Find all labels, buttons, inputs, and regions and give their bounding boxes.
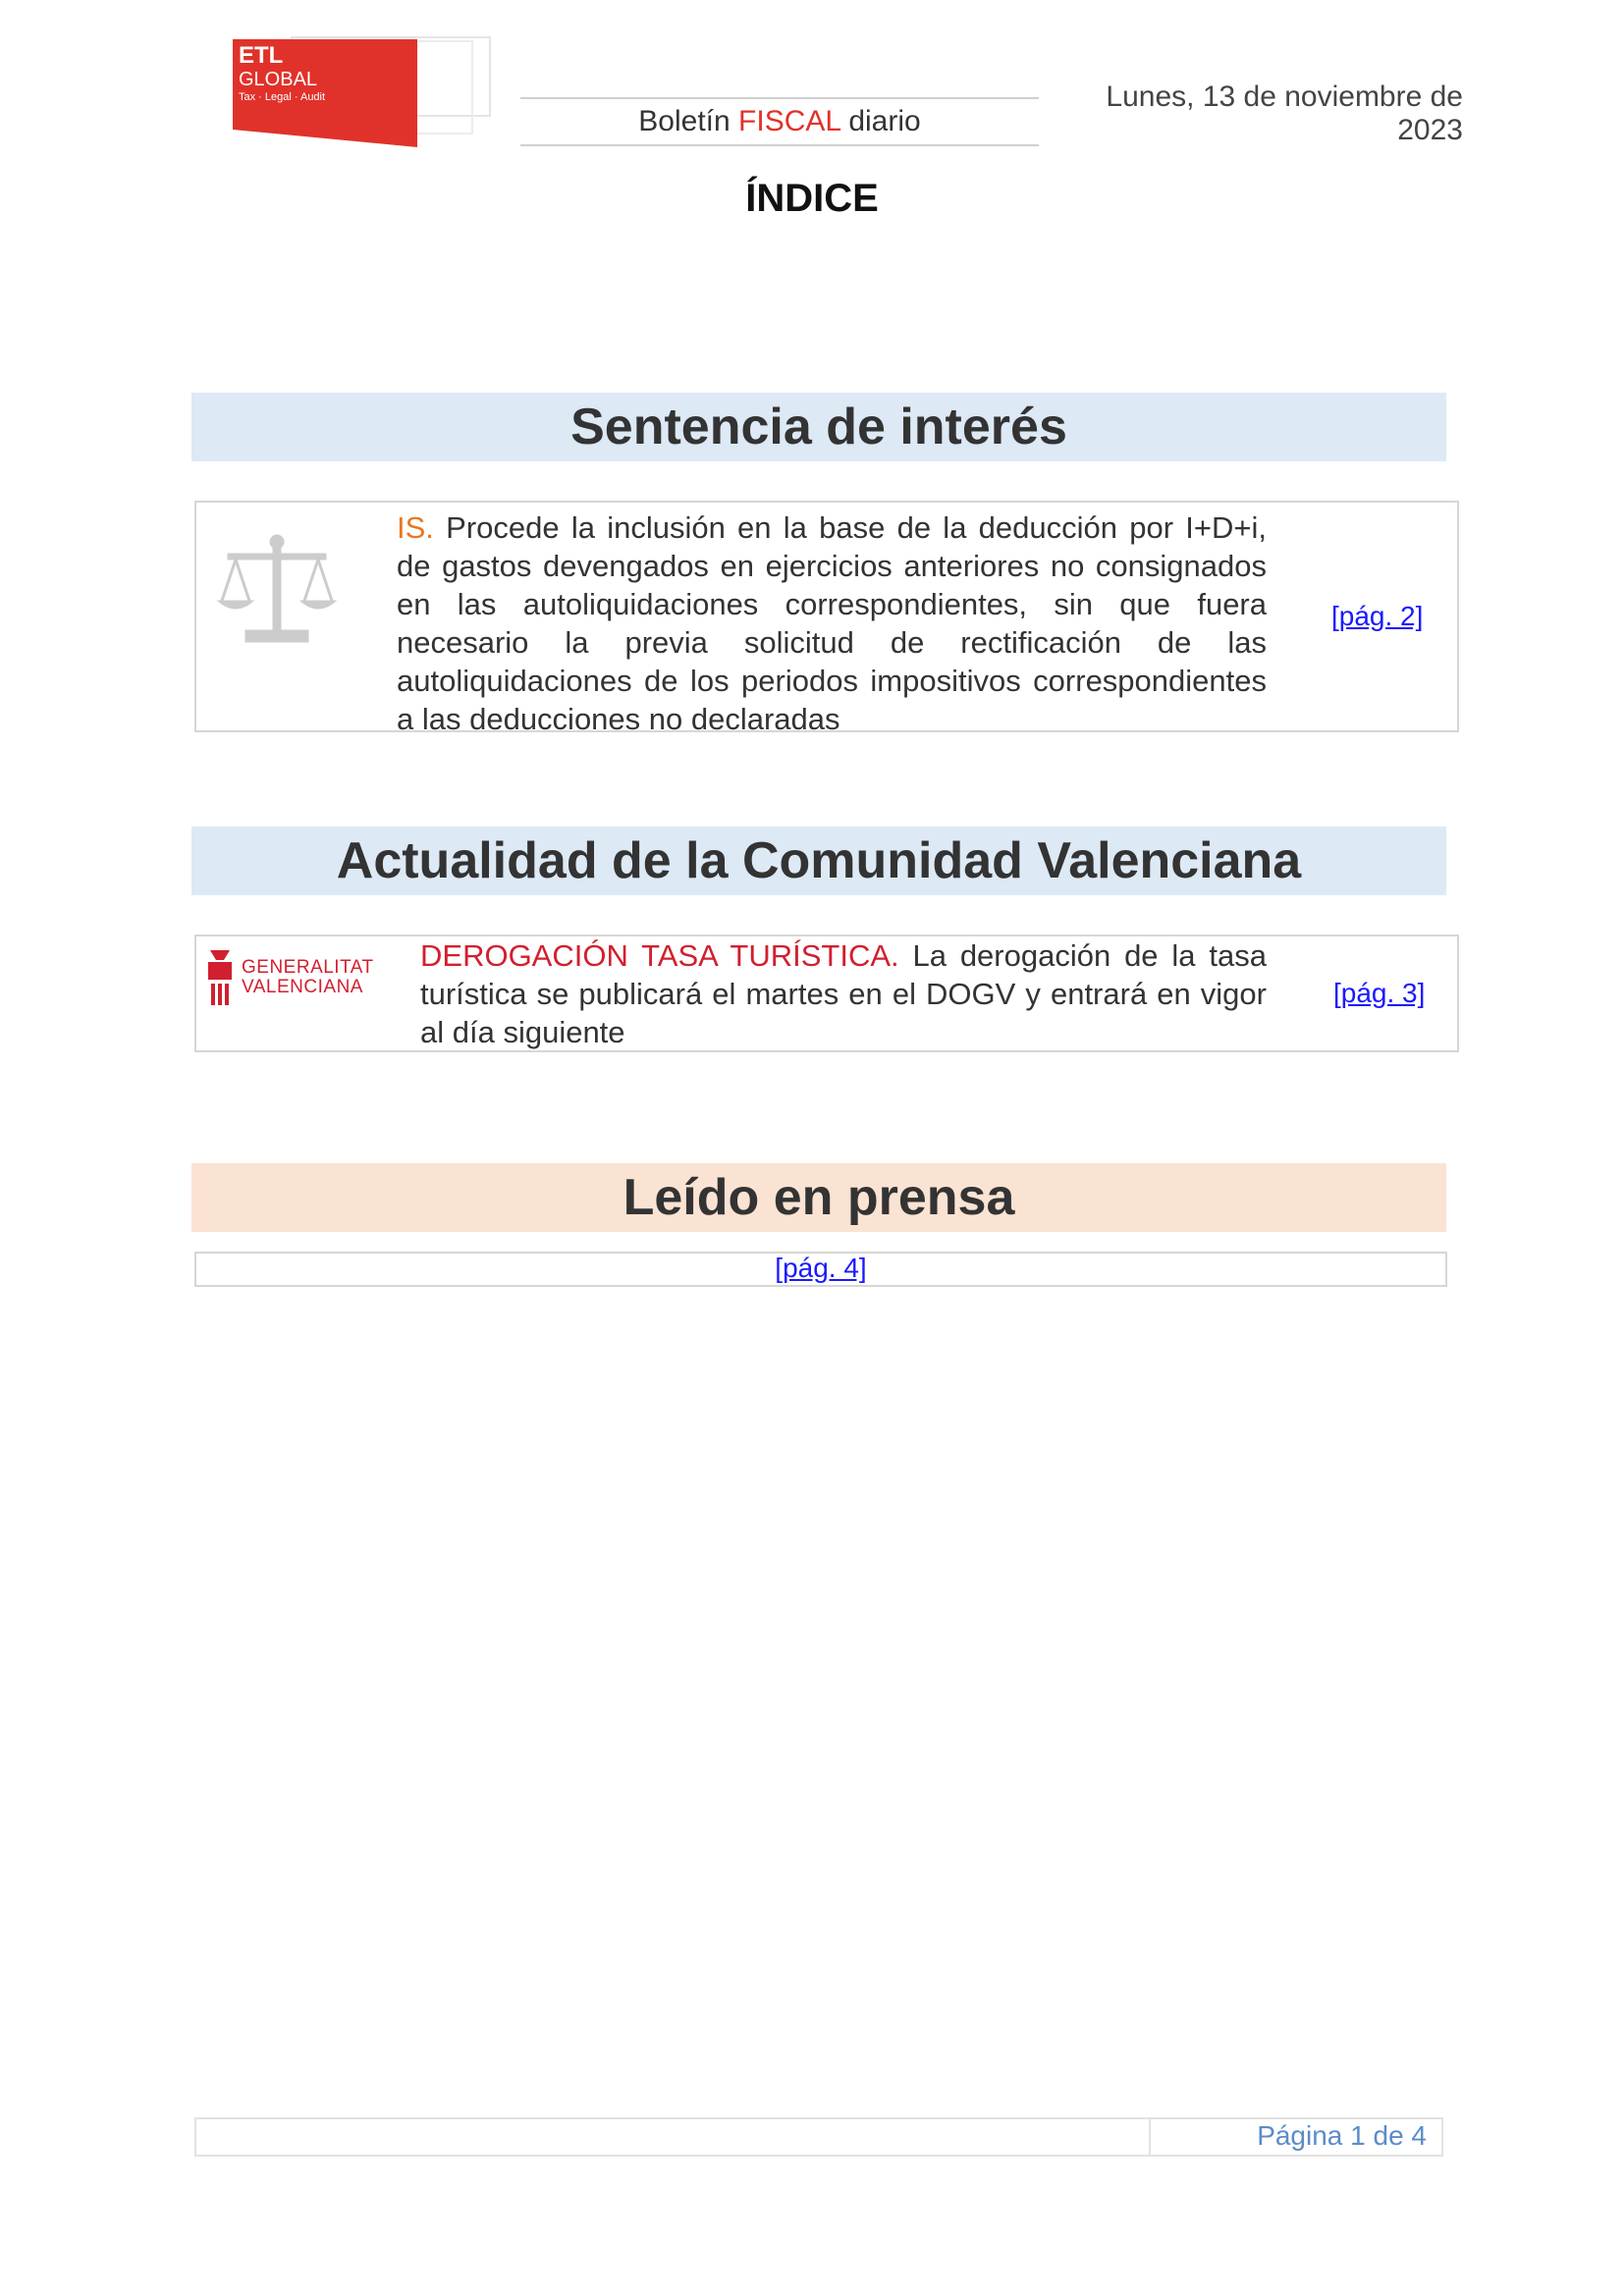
actualidad-body: La derogación de la tasa turística se publicará el martes en el DOGV y entrará en vigor al día siguiente <box>420 938 1267 1049</box>
logo-name: GLOBAL <box>239 69 318 90</box>
logo-tagline: Tax · Legal · Audit <box>239 91 326 103</box>
section-title-sentencia: Sentencia de interés <box>191 393 1446 461</box>
etl-global-logo <box>233 31 492 149</box>
sentencia-page-link[interactable]: [pág. 2] <box>1331 601 1424 631</box>
section-title-prensa: Leído en prensa <box>191 1163 1446 1232</box>
prensa-item <box>194 1252 1447 1287</box>
index-title: ÍNDICE <box>745 177 879 220</box>
actualidad-page-link[interactable]: [pág. 3] <box>1333 978 1426 1008</box>
sentencia-text <box>397 508 1267 738</box>
generalitat-valenciana-logo <box>204 946 374 1009</box>
prensa-page-link[interactable]: [pág. 4] <box>775 1253 867 1283</box>
bulletin-suffix: diario <box>848 105 921 137</box>
logo-line-1: GENERALITAT <box>242 957 374 978</box>
actualidad-tag: DEROGACIÓN TASA TURÍSTICA. <box>420 938 899 973</box>
bulletin-accent: FISCAL <box>738 105 840 137</box>
actualidad-text <box>420 936 1267 1051</box>
sentencia-item <box>194 501 1459 736</box>
footer-divider <box>1149 2117 1151 2157</box>
bulletin-prefix: Boletín <box>638 105 731 137</box>
sentencia-tag: IS. <box>397 510 434 545</box>
sentencia-body: Procede la inclusión en la base de la deducción por I+D+i, de gastos devengados en ejercicios anteriores no consignados en las autoliquidaciones correspondientes, sin que fuera necesario la previa solicitud de rectificación de las autoliquidaciones de los periodos impositivos correspondientes a las deducciones no declaradas <box>397 510 1267 736</box>
page-number: Página 1 de 4 <box>1257 2120 1427 2151</box>
logo-line-2: VALENCIANA <box>242 977 363 997</box>
bulletin-title <box>520 97 1039 146</box>
logo-brand: ETL <box>239 42 284 69</box>
actualidad-item <box>194 934 1459 1052</box>
scales-of-justice-icon <box>216 534 338 659</box>
bulletin-date: Lunes, 13 de noviembre de 2023 <box>1106 80 1463 146</box>
valencian-coat-icon <box>204 946 236 1009</box>
section-title-actualidad: Actualidad de la Comunidad Valenciana <box>191 827 1446 895</box>
